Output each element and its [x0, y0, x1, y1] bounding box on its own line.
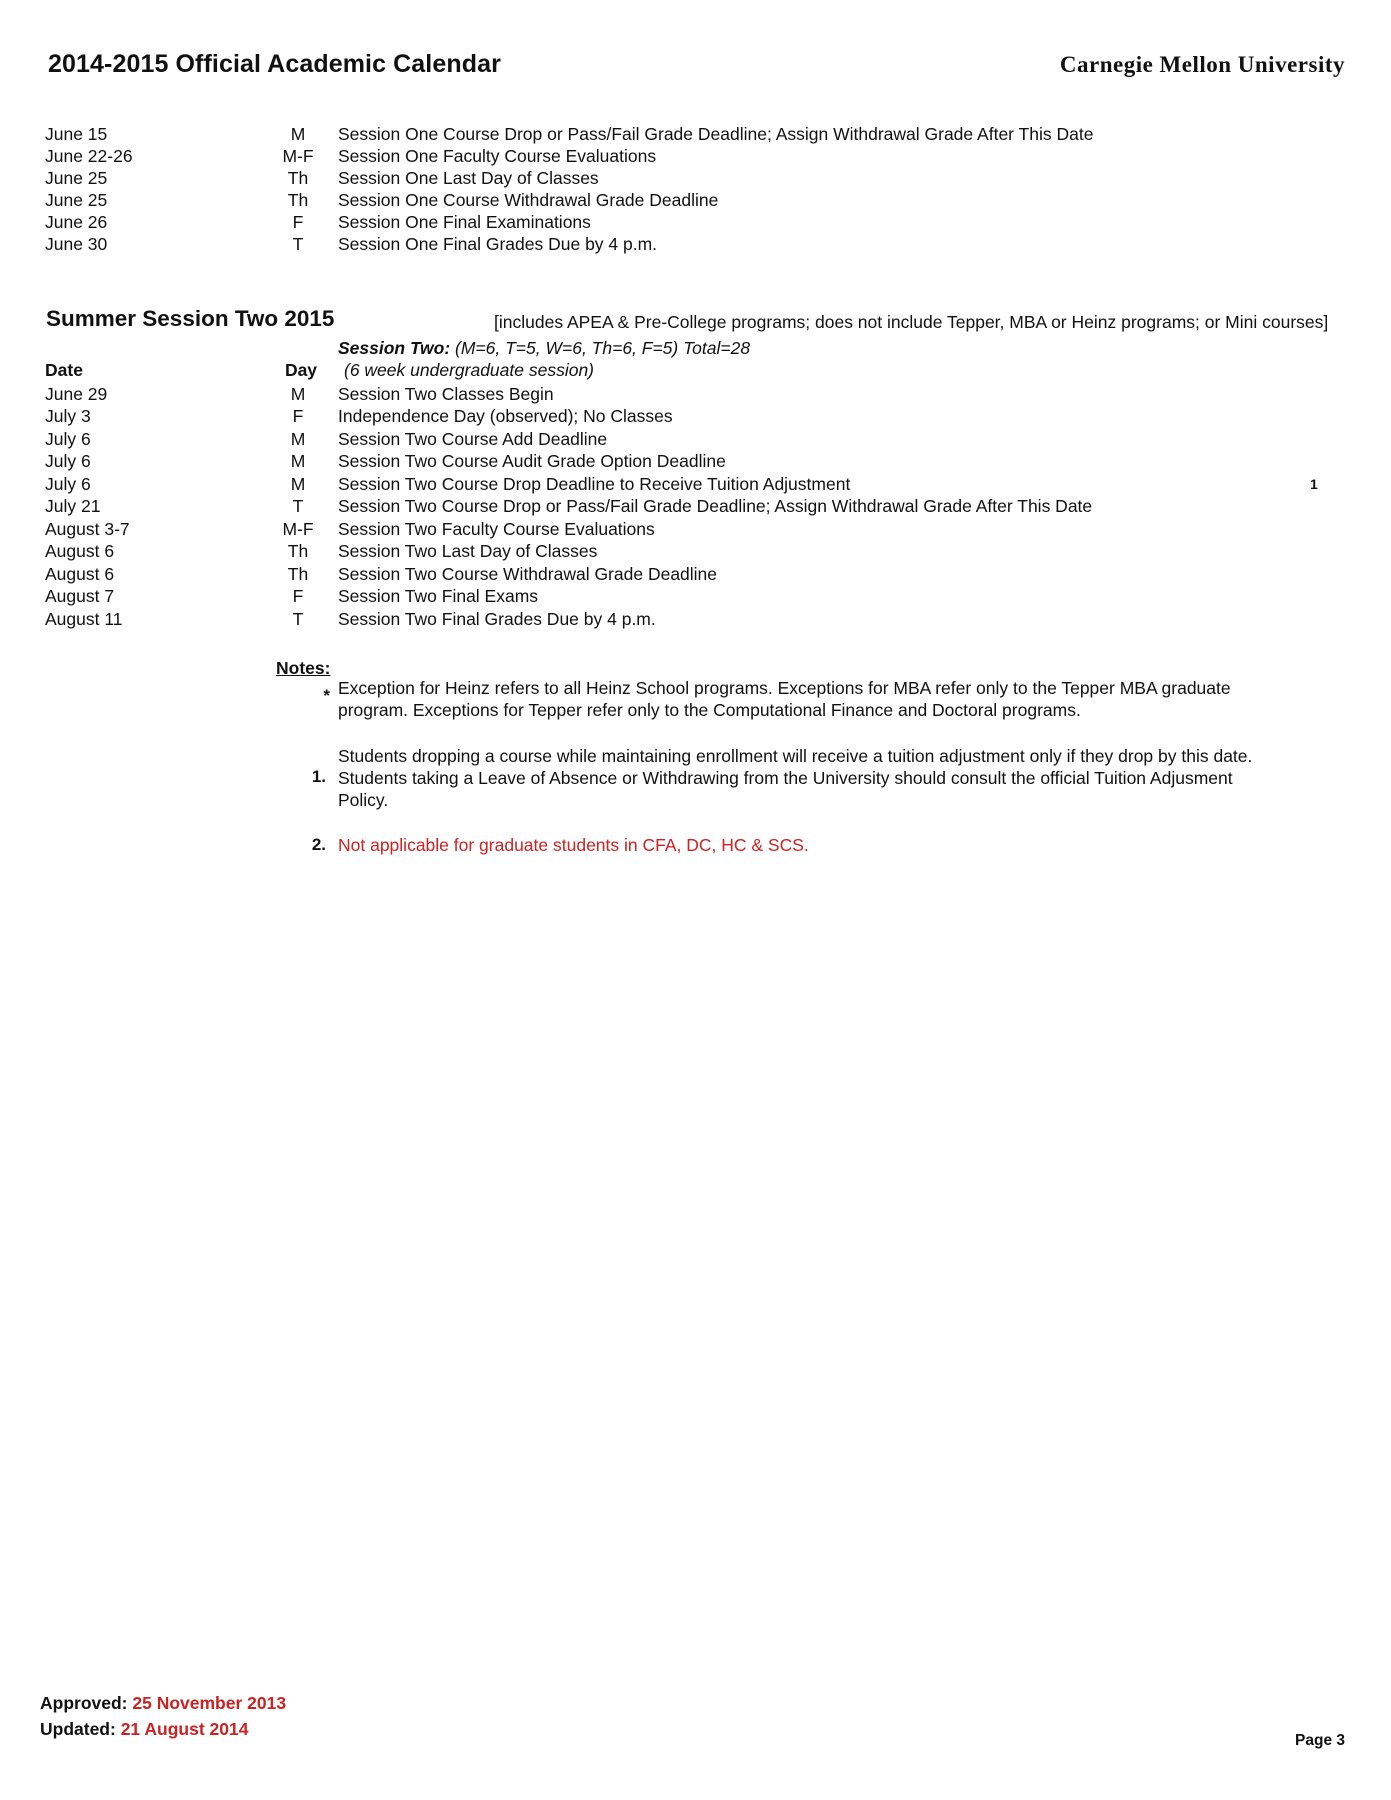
column-header-date: Date	[45, 360, 83, 380]
document-title: 2014-2015 Official Academic Calendar	[48, 50, 501, 78]
row-description: Session One Last Day of Classes	[338, 168, 599, 188]
row-date: July 21	[45, 496, 101, 516]
row-day: T	[292, 496, 304, 516]
column-header-day: Day	[284, 360, 318, 380]
row-day: Th	[287, 564, 309, 584]
row-date: August 11	[45, 609, 123, 629]
row-day: M-F	[282, 146, 314, 166]
row-day: T	[292, 234, 304, 254]
row-date: July 6	[45, 451, 91, 471]
row-date: June 25	[45, 190, 108, 210]
row-day: M	[290, 429, 306, 449]
row-day: Th	[287, 541, 309, 561]
section-title: Summer Session Two 2015	[46, 306, 335, 331]
approved-date: 25 November 2013	[132, 1693, 287, 1713]
row-day: M	[290, 451, 306, 471]
row-date: August 7	[45, 586, 115, 606]
row-day: Th	[287, 168, 309, 188]
note-text: Exception for Heinz refers to all Heinz School programs. Exceptions for MBA refer only to the Tepper MBA graduate program. Exceptions for Tepper refer only to the Computational Finance and Doctoral programs.	[338, 678, 1231, 720]
row-date: July 6	[45, 474, 91, 494]
footnote-ref: 1	[1310, 476, 1318, 492]
row-date: July 6	[45, 429, 91, 449]
row-date: August 6	[45, 564, 115, 584]
row-day: M	[290, 474, 306, 494]
updated-date: 21 August 2014	[120, 1719, 249, 1739]
row-date: June 25	[45, 168, 108, 188]
row-day: F	[292, 406, 304, 426]
row-description: Session One Course Withdrawal Grade Deadline	[338, 190, 719, 210]
row-date: August 6	[45, 541, 115, 561]
updated-label: Updated:	[40, 1719, 116, 1739]
note-text: Students dropping a course while maintaining enrollment will receive a tuition adjustment only if they drop by this date. Students taking a Leave of Absence or Withdrawing from the University should consult the official Tuition Adjusment Policy.	[338, 746, 1253, 810]
row-date: June 26	[45, 212, 108, 232]
row-date: June 22-26	[45, 146, 133, 166]
row-day: Th	[287, 190, 309, 210]
note-marker: 1.	[311, 767, 326, 786]
note-text: Not applicable for graduate students in CFA, DC, HC & SCS.	[338, 835, 809, 855]
row-description: Session Two Course Drop or Pass/Fail Grade Deadline; Assign Withdrawal Grade After This Date	[338, 496, 1093, 516]
row-description: Session One Course Drop or Pass/Fail Grade Deadline; Assign Withdrawal Grade After This Date	[338, 124, 1094, 144]
section-scope: [includes APEA & Pre-College programs; does not include Tepper, MBA or Heinz programs; or Mini courses]	[494, 312, 1329, 332]
session-summary-label: Session Two:	[338, 338, 451, 358]
row-description: Session Two Course Withdrawal Grade Deadline	[338, 564, 718, 584]
approved-label: Approved:	[40, 1693, 128, 1713]
row-description: Session Two Final Grades Due by 4 p.m.	[338, 609, 656, 629]
row-description: Session One Final Grades Due by 4 p.m.	[338, 234, 658, 254]
row-day: M-F	[282, 519, 314, 539]
row-description: Session One Faculty Course Evaluations	[338, 146, 657, 166]
row-day: F	[292, 586, 304, 606]
row-day: M	[290, 124, 306, 144]
row-date: June 15	[45, 124, 108, 144]
row-description: Session Two Course Add Deadline	[338, 429, 608, 449]
notes-heading: Notes:	[276, 658, 331, 678]
row-description: Session Two Classes Begin	[338, 384, 554, 404]
row-description: Session Two Faculty Course Evaluations	[338, 519, 655, 539]
row-date: August 3-7	[45, 519, 130, 539]
session-length-note: (6 week undergraduate session)	[344, 360, 595, 380]
approved-line	[40, 1693, 286, 1714]
note-marker: 2.	[311, 835, 326, 854]
page-number: Page 3	[1295, 1732, 1345, 1749]
row-description: Session Two Last Day of Classes	[338, 541, 598, 561]
note-marker: *	[323, 686, 330, 705]
institution-name: Carnegie Mellon University	[1059, 52, 1345, 77]
row-day: T	[292, 609, 304, 629]
session-summary	[338, 338, 750, 359]
row-description: Session Two Course Audit Grade Option Deadline	[338, 451, 726, 471]
updated-line	[40, 1719, 248, 1740]
row-date: June 29	[45, 384, 108, 404]
row-date: July 3	[45, 406, 91, 426]
row-description: Session One Final Examinations	[338, 212, 591, 232]
row-day: M	[290, 384, 306, 404]
row-description: Session Two Final Exams	[338, 586, 539, 606]
row-day: F	[292, 212, 304, 232]
row-description: Independence Day (observed); No Classes	[338, 406, 673, 426]
session-summary-counts: (M=6, T=5, W=6, Th=6, F=5) Total=28	[455, 338, 751, 358]
row-description: Session Two Course Drop Deadline to Receive Tuition Adjustment	[338, 474, 851, 494]
row-date: June 30	[45, 234, 108, 254]
